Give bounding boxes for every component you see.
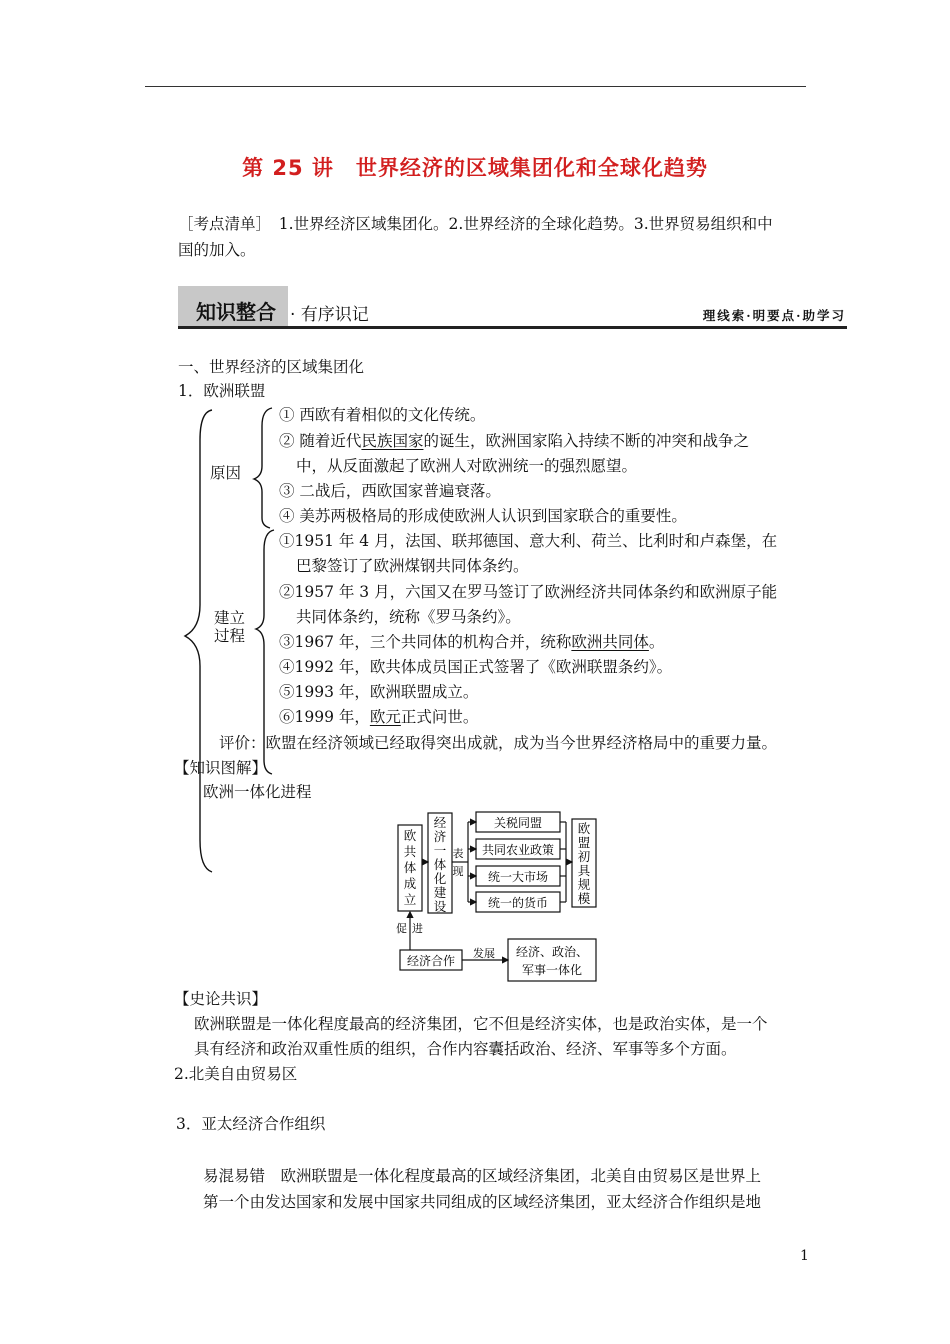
process-2-cont: 共同体条约，统称《罗马条约》。 [296, 608, 521, 626]
shilun-line-2: 具有经济和政治双重性质的组织，合作内容囊括政治、经济、军事等多个方面。 [194, 1040, 737, 1058]
label-process-1: 建立 [214, 609, 246, 627]
label-xian: 现 [452, 865, 464, 878]
box-eu-c3: 初 [577, 849, 591, 864]
yihun-line-2: 第一个由发达国家和发展中国家共同组成的区域经济集团，亚太经济合作组织是地 [203, 1193, 762, 1211]
item-single-market: 统一大市场 [487, 870, 549, 884]
reason-brace [254, 408, 272, 528]
box-eu-c2: 盟 [577, 835, 591, 850]
process-5: ⑤1993 年，欧洲联盟成立。 [279, 683, 479, 701]
reason-2: ② 随着近代民族国家的诞生，欧洲国家陷入持续不断的冲突和战争之 [279, 432, 749, 450]
box-total-integration-l1: 经济、政治、 [515, 945, 589, 959]
tujie-heading: 【知识图解】 [174, 759, 268, 777]
box-ec-founded-c5: 立 [403, 892, 417, 907]
box-ec-founded-c2: 共 [403, 844, 417, 859]
box-ec-founded-c4: 成 [403, 876, 417, 891]
section-heading-1: 一、世界经济的区域集团化 [178, 358, 365, 376]
box-econ-c4: 体 [433, 857, 447, 872]
label-cujin-1: 促 [396, 922, 407, 935]
box-econ-c1: 经 [433, 815, 447, 830]
banner-subtitle: · 有序识记 [290, 305, 369, 325]
reason-2-cont: 中，从反面激起了欧洲人对欧洲统一的强烈愿望。 [296, 457, 638, 475]
box-econ-coop-text: 经济合作 [406, 954, 456, 968]
box-econ-c6: 建 [433, 885, 447, 900]
process-4: ④1992 年，欧共体成员国正式签署了《欧洲联盟条约》。 [279, 658, 673, 676]
label-reason: 原因 [210, 464, 242, 482]
banner-title: 知识整合 [196, 300, 276, 324]
box-econ-c7: 设 [433, 899, 447, 914]
process-1-cont: 巴黎签订了欧洲煤钢共同体条约。 [296, 557, 529, 575]
item-single-currency: 统一的货币 [487, 896, 549, 910]
shilun-heading: 【史论共识】 [174, 990, 268, 1008]
label-fazhan: 发展 [473, 947, 495, 960]
box-econ-c2: 济 [433, 829, 447, 844]
label-cujin-2: 进 [412, 922, 423, 935]
tujie-title: 欧洲一体化进程 [203, 783, 312, 801]
subheading-apec: 3．亚太经济合作组织 [176, 1115, 326, 1133]
kaodian-line-1: ［考点清单］ 1.世界经济区域集团化。2.世界经济的全球化趋势。3.世界贸易组织和中 [178, 215, 773, 233]
reason-1: ① 西欧有着相似的文化传统。 [279, 406, 486, 424]
reason-4: ④ 美苏两极格局的形成使欧洲人认识到国家联合的重要性。 [279, 507, 687, 525]
outer-brace [185, 410, 212, 872]
item-agri-policy: 共同农业政策 [481, 843, 555, 857]
box-econ-c5: 化 [433, 871, 447, 886]
evaluation: 评价：欧盟在经济领域已经取得突出成就，成为当今世界经济格局中的重要力量。 [219, 734, 778, 752]
box-eu-c5: 规 [577, 877, 591, 892]
box-econ-c3: 一 [433, 843, 447, 858]
box-total-integration-l2: 军事一体化 [521, 963, 583, 977]
item-customs-union: 关税同盟 [493, 816, 543, 830]
banner-rule [178, 326, 847, 329]
banner-tagline: 理线索·明要点·助学习 [702, 308, 846, 323]
box-eu-c6: 模 [577, 891, 591, 906]
subheading-nafta: 2.北美自由贸易区 [174, 1065, 298, 1083]
header-rule [145, 86, 806, 87]
box-ec-founded-c1: 欧 [403, 828, 417, 843]
process-3: ③1967 年，三个共同体的机构合并，统称欧洲共同体。 [279, 633, 665, 651]
process-1: ①1951 年 4 月，法国、联邦德国、意大利、荷兰、比利时和卢森堡，在 [279, 532, 778, 550]
box-ec-founded-c3: 体 [403, 860, 417, 875]
page-number: 1 [800, 1248, 809, 1264]
kaodian-line-2: 国的加入。 [178, 241, 256, 259]
shilun-line-1: 欧洲联盟是一体化程度最高的经济集团，它不但是经济实体，也是政治实体，是一个 [194, 1015, 768, 1033]
subheading-eu: 1．欧洲联盟 [178, 382, 266, 400]
box-eu-c4: 具 [577, 863, 591, 878]
reason-3: ③ 二战后，西欧国家普遍衰落。 [279, 482, 501, 500]
yihun-line-1: 易混易错 欧洲联盟是一体化程度最高的区域经济集团，北美自由贸易区是世界上 [203, 1167, 762, 1185]
page-title: 第 25 讲 世界经济的区域集团化和全球化趋势 [242, 156, 708, 180]
eu-integration-diagram [390, 805, 620, 990]
label-process-2: 过程 [214, 627, 246, 645]
label-biao: 表 [452, 847, 464, 860]
process-6: ⑥1999 年，欧元正式问世。 [279, 708, 479, 726]
box-eu-c1: 欧 [577, 821, 591, 836]
process-2: ②1957 年 3 月，六国又在罗马签订了欧洲经济共同体条约和欧洲原子能 [279, 583, 778, 601]
